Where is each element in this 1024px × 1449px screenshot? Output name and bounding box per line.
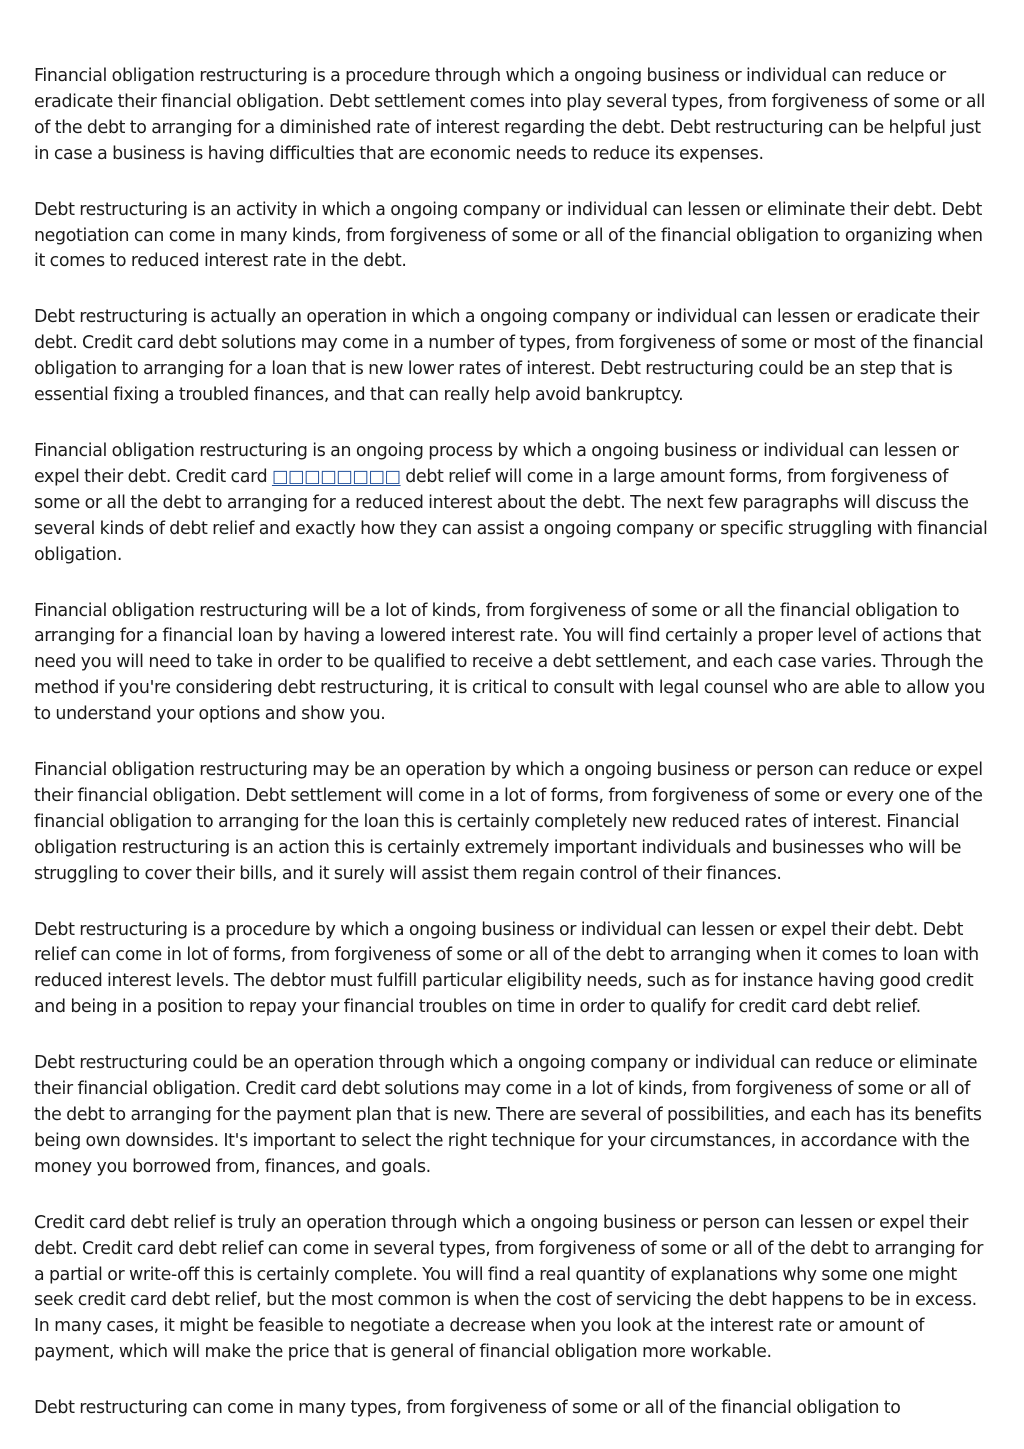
paragraph-4-text-before-link: Financial obligation restructuring is an ongoing process by which a ongoing business or individual can lessen or expel their debt. Credit card [34,440,959,487]
document-body [34,64,992,1422]
paragraph-10: Debt restructuring can come in many types, from forgiveness of some or all of the financial obligation to [34,1398,901,1419]
paragraph-2: Debt restructuring is an activity in which a ongoing company or individual can lessen or eliminate their debt. Debt negotiation can come in many kinds, from forgiveness of some or all of the financial obligation to organizing when it comes to reduced interest rate in the debt. [34,199,983,272]
paragraph-9: Credit card debt relief is truly an operation through which a ongoing business or person can lessen or expel their debt. Credit card debt relief can come in several types, from forgiveness of some or all of the debt to arranging for a partial or write-off this is certainly complete. You will find a real quantity of explanations why some one might seek credit card debt relief, but the most common is when the cost of servicing the debt happens to be in excess. In many cases, it might be feasible to negotiate a decrease when you look at the interest rate or amount of payment, which will make the price that is general of financial obligation more workable. [34,1212,983,1363]
paragraph-3: Debt restructuring is actually an operation in which a ongoing company or individual can lessen or eradicate their debt. Credit card debt solutions may come in a number of types, from forgiveness of some or most of the financial obligation to arranging for a loan that is new lower rates of interest. Debt restructuring could be an step that is essential fixing a troubled finances, and that can really help avoid bankruptcy. [34,307,984,406]
paragraph-4 [34,439,992,569]
paragraph-7: Debt restructuring is a procedure by which a ongoing business or individual can lessen or expel their debt. Debt relief can come in lot of forms, from forgiveness of some or all of the debt to arranging when it comes to loan with reduced interest levels. The debtor must fulfill particular eligibility needs, such as for instance having good credit and being in a position to repay your financial troubles on time in order to qualify for credit card debt relief. [34,919,979,1018]
paragraph-1: Financial obligation restructuring is a procedure through which a ongoing business or individual can reduce or eradicate their financial obligation. Debt settlement comes into play several types, from forgiveness of some or all of the debt to arranging for a diminished rate of interest regarding the debt. Debt restructuring can be helpful just in case a business is having difficulties that are economic needs to reduce its expenses. [34,66,986,164]
paragraph-8: Debt restructuring could be an operation through which a ongoing company or individual can reduce or eliminate their financial obligation. Credit card debt solutions may come in a lot of kinds, from forgiveness of some or all of the debt to arranging for the payment plan that is new. There are several of possibilities, and each has its benefits being own downsides. It's important to select the right technique for your circumstances, in accordance with the money you borrowed from, finances, and goals. [34,1053,982,1177]
paragraph-4-text-after-link: debt relief will come in a large amount forms, from forgiveness of some or all the debt to arranging for a reduced interest about the debt. The next few paragraphs will discuss the several kinds of debt relief and exactly how they can assist a ongoing company or specific struggling with financial obligation. [34,466,988,565]
inline-link[interactable]: □□□□□□□□ [271,466,401,487]
paragraph-5: Financial obligation restructuring will be a lot of kinds, from forgiveness of some or all the financial obligation to arranging for a financial loan by having a lowered interest rate. You will find certainly a proper level of actions that need you will need to take in order to be qualified to receive a debt settlement, and each case varies. Through the method if you're considering debt restructuring, it is critical to consult with legal counsel who are able to allow you to understand your options and show you. [34,600,986,725]
paragraph-6: Financial obligation restructuring may be an operation by which a ongoing business or person can reduce or expel their financial obligation. Debt settlement will come in a lot of forms, from forgiveness of some or every one of the financial obligation to arranging for the loan this is certainly completely new reduced rates of interest. Financial obligation restructuring is an action this is certainly extremely important individuals and businesses who will be struggling to cover their bills, and it surely will assist them regain control of their finances. [34,760,983,884]
